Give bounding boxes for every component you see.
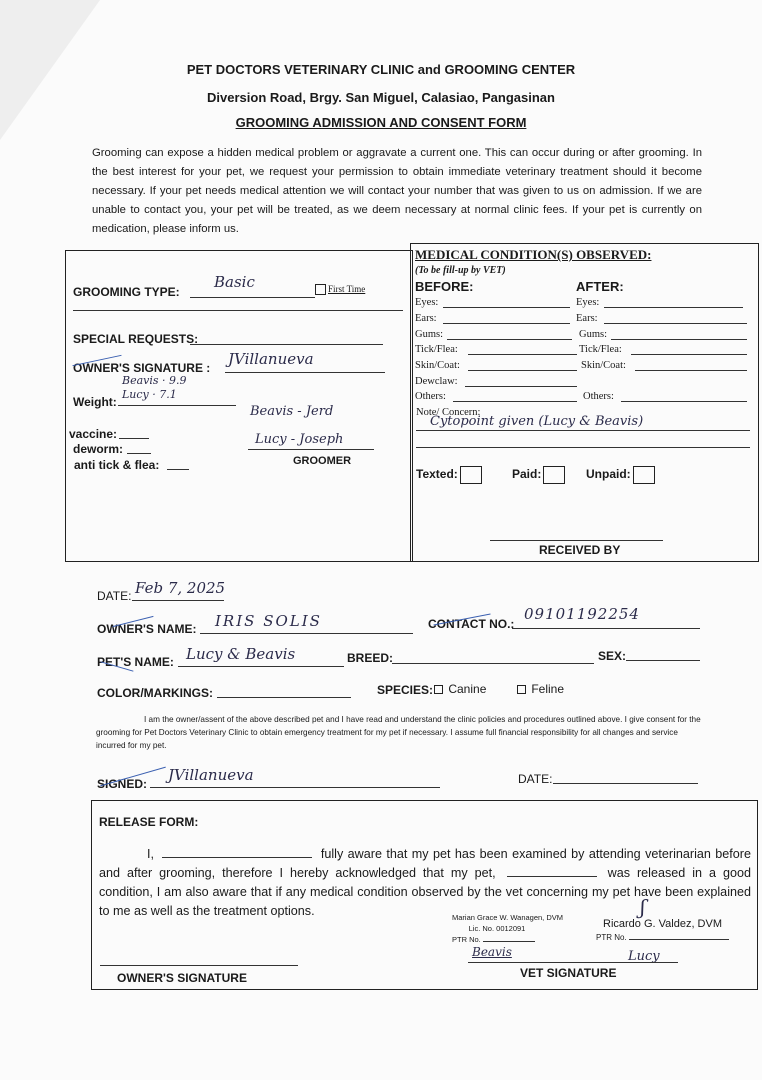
owner-name-line [200,633,413,634]
release-text-1: fully aware that my pet has been examined by attending veterinarian before and after grooming, therefore I hereby acknowledged that my pet, [99,847,752,880]
anti-tick-label: anti tick & flea: [74,458,160,472]
vet2-ptr: PTR No. [596,933,729,942]
release-owner-signature-label: OWNER'S SIGNATURE [117,971,247,985]
grooming-type-value[interactable]: Basic [214,273,255,291]
medical-title: MEDICAL CONDITION(S) OBSERVED: [415,247,652,262]
received-by-line [490,540,663,541]
special-requests-label: SPECIAL REQUESTS: [73,332,199,346]
release-i: I, [147,847,154,861]
before-dewclaw: Dewclaw: [415,376,458,387]
signed-date-line [553,783,698,784]
note-line-1 [416,430,750,431]
first-time-label: First Time [328,284,366,294]
breed-label: BREED: [347,651,394,665]
owner-signature-line-release [100,965,298,966]
species-label: SPECIES: [377,683,434,697]
contact-value[interactable]: 09101192254 [524,605,640,623]
pet-name-label: PET'S NAME: [97,655,174,669]
pet-name-value[interactable]: Lucy & Beavis [186,645,296,663]
vet-signature-mark: ʃ [640,895,646,919]
paid-field[interactable] [512,466,565,484]
sex-label: SEX: [598,649,627,663]
owner-signature-label: OWNER'S SIGNATURE : [73,361,211,375]
groomer-line [248,449,374,450]
canine-option[interactable] [434,682,486,696]
date-line [132,600,224,601]
before-ears-line[interactable] [443,323,570,324]
received-by-label: RECEIVED BY [539,543,621,557]
clinic-address: Diversion Road, Brgy. San Miguel, Calasiao, Pangasinan [207,90,555,105]
grooming-type-line [190,297,315,298]
groomer-name-2[interactable]: Lucy - Joseph [255,432,344,447]
first-time-checkbox[interactable] [315,284,365,295]
before-ears: Ears: [415,313,437,324]
feline-label: Feline [531,682,565,696]
note-line-2 [416,447,750,448]
after-skin-coat: Skin/Coat: [581,360,626,371]
canine-box[interactable] [434,685,443,694]
contact-line [512,628,700,629]
after-eyes: Eyes: [576,297,600,308]
vaccine-label: vaccine: [69,427,118,441]
weight-note-beavis: Beavis · 9.9 [122,374,187,387]
owner-name-value[interactable]: IRIS SOLIS [215,612,322,630]
vaccine-line [119,438,149,439]
weight-note-lucy: Lucy · 7.1 [122,388,177,401]
before-eyes-line[interactable] [443,307,570,308]
before-label: BEFORE: [415,279,474,294]
unpaid-label: Unpaid: [586,467,631,482]
date-value[interactable]: Feb 7, 2025 [135,579,226,597]
grooming-extra-line [73,310,403,311]
weight-notes[interactable] [122,374,187,402]
after-tick-flea: Tick/Flea: [579,344,622,355]
vet1-ptr: PTR No. [452,934,542,945]
grooming-type-label: GROOMING TYPE: [73,285,180,299]
texted-box[interactable] [460,466,482,484]
before-tick-flea: Tick/Flea: [415,344,458,355]
owner-signature-line [225,372,385,373]
before-tick-flea-line[interactable] [468,354,577,355]
after-tick-flea-line[interactable] [631,354,747,355]
after-eyes-line[interactable] [604,307,743,308]
after-others: Others: [583,391,614,402]
pet-name-line [178,666,344,667]
release-pet-blank[interactable] [507,864,597,877]
signed-value[interactable]: JVillanueva [168,766,254,784]
signed-date-label: DATE: [518,772,553,786]
after-ears-line[interactable] [604,323,747,324]
canine-label: Canine [448,682,487,696]
first-time-box[interactable] [315,284,326,295]
unpaid-field[interactable] [586,466,655,484]
groomer-name-1[interactable]: Beavis - Jerd [250,404,334,419]
vet2-name: Ricardo G. Valdez, DVM [603,918,723,930]
after-gums: Gums: [579,329,608,340]
intro-paragraph: Grooming can expose a hidden medical problem or aggravate a current one. This can occur during or after grooming. In the best interest for your pet, we request your permission to obtain immediate veterinary treatment should it become necessary. If your pet needs medical attention we will contact your number that was given to us on admission. If we are unable to contact you, your pet will be treated, as we deem necessary at normal clinic fees. If your pet is currently on medication, please inform us. [92,147,702,235]
groomer-label: GROOMER [293,455,352,467]
signed-line [150,787,440,788]
contact-label: CONTACT NO.: [428,617,515,631]
vet2-stamp [603,918,722,930]
release-text-2: was released in a good condition, I am also aware that if any medical condition observed by the vet concerning my pet have been explained to me as well as the treatment options. [99,866,751,918]
unpaid-box[interactable] [633,466,655,484]
vet-signature-label: VET SIGNATURE [520,966,617,980]
note-label: Note/ Concern: [416,407,481,418]
owner-name-label: OWNER'S NAME: [97,622,197,636]
before-eyes: Eyes: [415,297,439,308]
before-gums-line[interactable] [447,339,572,340]
after-skin-coat-line[interactable] [635,370,747,371]
after-others-line[interactable] [621,401,747,402]
paid-label: Paid: [512,467,542,482]
before-dewclaw-line[interactable] [465,386,577,387]
owner-signature-value[interactable]: JVillanueva [228,350,314,368]
deworm-line [127,453,151,454]
after-ears: Ears: [576,313,598,324]
signed-label: SIGNED: [97,777,148,791]
release-owner-blank[interactable] [162,845,312,858]
consent-text: I am the owner/assent of the above described pet and I have read and understand the clinic policies and procedures outlined above. I give consent for the grooming for Pet Doctors Veterinary Clinic to obtain emergency treatment for my pet if necessary. I assume full financial responsibility for all changes and service incurred for my pet. [96,715,701,750]
breed-line [392,663,594,664]
after-gums-line[interactable] [611,339,747,340]
deworm-label: deworm: [73,442,124,456]
feline-box[interactable] [517,685,526,694]
weight-label: Weight: [73,395,117,409]
after-label: AFTER: [576,279,624,294]
color-line [217,697,351,698]
vet1-name: Marian Grace W. Wanagen, DVM [452,913,564,922]
anti-tick-line [167,469,189,470]
before-skin-coat: Skin/Coat: [415,360,460,371]
date-label: DATE: [97,589,132,603]
before-others: Others: [415,391,446,402]
release-title: RELEASE FORM: [99,815,199,829]
note-value[interactable]: Cytopoint given (Lucy & Beavis) [430,414,644,429]
release-paragraph [99,845,751,921]
pet-name-written-lucy[interactable]: Lucy [628,949,660,964]
vet1-license: Lic. No. 0012091 [468,924,526,933]
medical-subtitle: (To be fill-up by VET) [415,265,506,276]
form-title: GROOMING ADMISSION AND CONSENT FORM [235,115,527,130]
vet1-stamp [452,912,564,945]
clinic-name: PET DOCTORS VETERINARY CLINIC and GROOMING CENTER [186,62,576,77]
before-others-line[interactable] [453,401,577,402]
special-requests-line [190,344,383,345]
feline-option[interactable] [517,682,564,696]
paid-box[interactable] [543,466,565,484]
color-label: COLOR/MARKINGS: [97,686,213,700]
weight-line [118,405,236,406]
pet-name-written-beavis[interactable]: Beavis [472,945,512,959]
before-gums: Gums: [415,329,444,340]
texted-field[interactable] [416,466,482,484]
sex-line [626,660,700,661]
before-skin-coat-line[interactable] [468,370,577,371]
texted-label: Texted: [416,467,458,482]
vet-signature-line [468,962,678,963]
